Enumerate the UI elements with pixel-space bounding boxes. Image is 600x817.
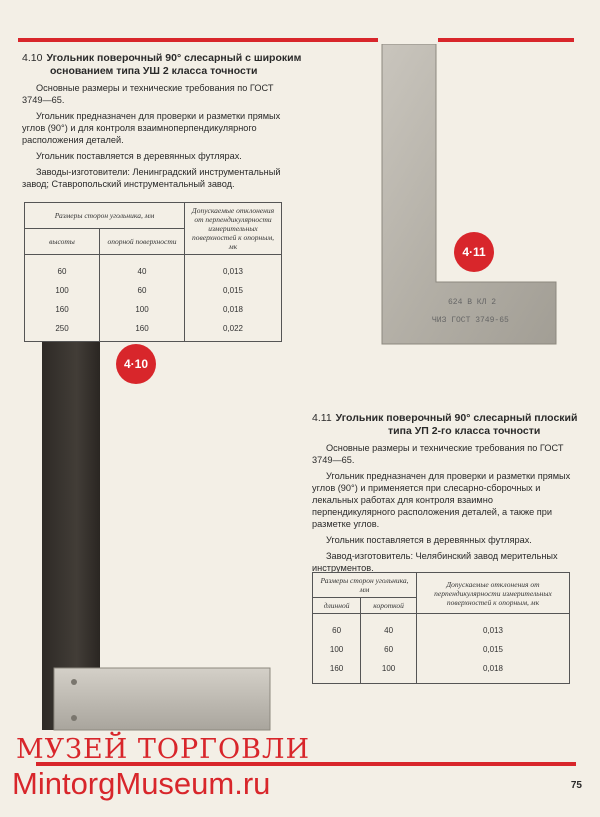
rivet-icon [71,715,77,721]
top-red-rule-left [18,38,378,42]
table-header-col1: высоты [25,229,100,255]
section-411-table [312,572,570,684]
paragraph: Основные размеры и технические требования по ГОСТ 3749—65. [22,83,274,105]
square-up-illustration [378,44,564,354]
badge-410: 4·10 [116,344,156,384]
engraving-line1: 624 В КЛ 2 [448,298,497,307]
table-row: 250 160 0,022 [25,319,282,342]
table-row: 60 40 0,013 [313,614,570,641]
table-header-col2: опорной поверхности [100,229,185,255]
badge-411: 4·11 [454,232,494,272]
section-411-title: 4.11 Угольник поверочный 90° слесарный плоский типа УП 2-го класса точности [312,412,578,437]
paragraph: Заводы-изготовители: Ленинградский инструментальный завод; Ставропольский инструментальный завод. [22,167,281,189]
table-header-group: Размеры сторон угольника, мм [313,573,417,598]
square-ush-illustration [38,342,274,734]
table-header-group: Размеры сторон угольника, мм [25,203,185,229]
table-row: 160 100 0,018 [25,300,282,319]
watermark-url: MintorgMuseum.ru [12,766,271,801]
table-header-col1: длинной [313,598,361,614]
paragraph: Основные размеры и технические требования по ГОСТ 3749—65. [312,443,564,465]
table-header-deviation: Допускаемые отклонения от перпендикулярности измерительных поверхностей к опорным, мк [185,203,282,255]
page-number: 75 [570,780,582,791]
table-row: 160 100 0,018 [313,659,570,684]
rivet-icon [71,679,77,685]
section-410-table [24,202,282,342]
engraving-line2: ЧИЗ ГОСТ 3749-65 [432,316,509,325]
paragraph: Угольник поставляется в деревянных футлярах. [36,151,242,161]
table-row: 100 60 0,015 [25,281,282,300]
watermark-title: МУЗЕЙ ТОРГОВЛИ [16,734,311,765]
section-410-title: 4.10 Угольник поверочный 90° слесарный с широким основанием типа УШ 2 класса точности [22,52,302,77]
section-410-number: 4.10 [22,52,43,64]
paragraph: Угольник предназначен для проверки и разметки прямых углов (90°) и применяется при слесарно-сборочных и лекальных работах для контроля взаимно перпендикулярного расположения деталей, а также при разметке углов. [312,471,571,529]
section-410-body [22,82,294,194]
paragraph: Угольник поставляется в деревянных футлярах. [326,535,532,545]
table-header-col2: короткой [361,598,417,614]
table-row: 60 40 0,013 [25,255,282,282]
section-411-body [312,442,574,578]
table-row: 100 60 0,015 [313,640,570,659]
table-header-deviation: Допускаемые отклонения от перпендикулярности измерительных поверхностей к опорным, мк [417,573,570,614]
section-411-number: 4.11 [312,412,332,424]
top-red-rule-right [438,38,574,42]
paragraph: Угольник предназначен для проверки и разметки прямых углов (90°) и для контроля взаимноперпендикулярного расположения деталей. [22,111,281,145]
paragraph: Завод-изготовитель: Челябинский завод мерительных инструментов. [312,551,558,573]
